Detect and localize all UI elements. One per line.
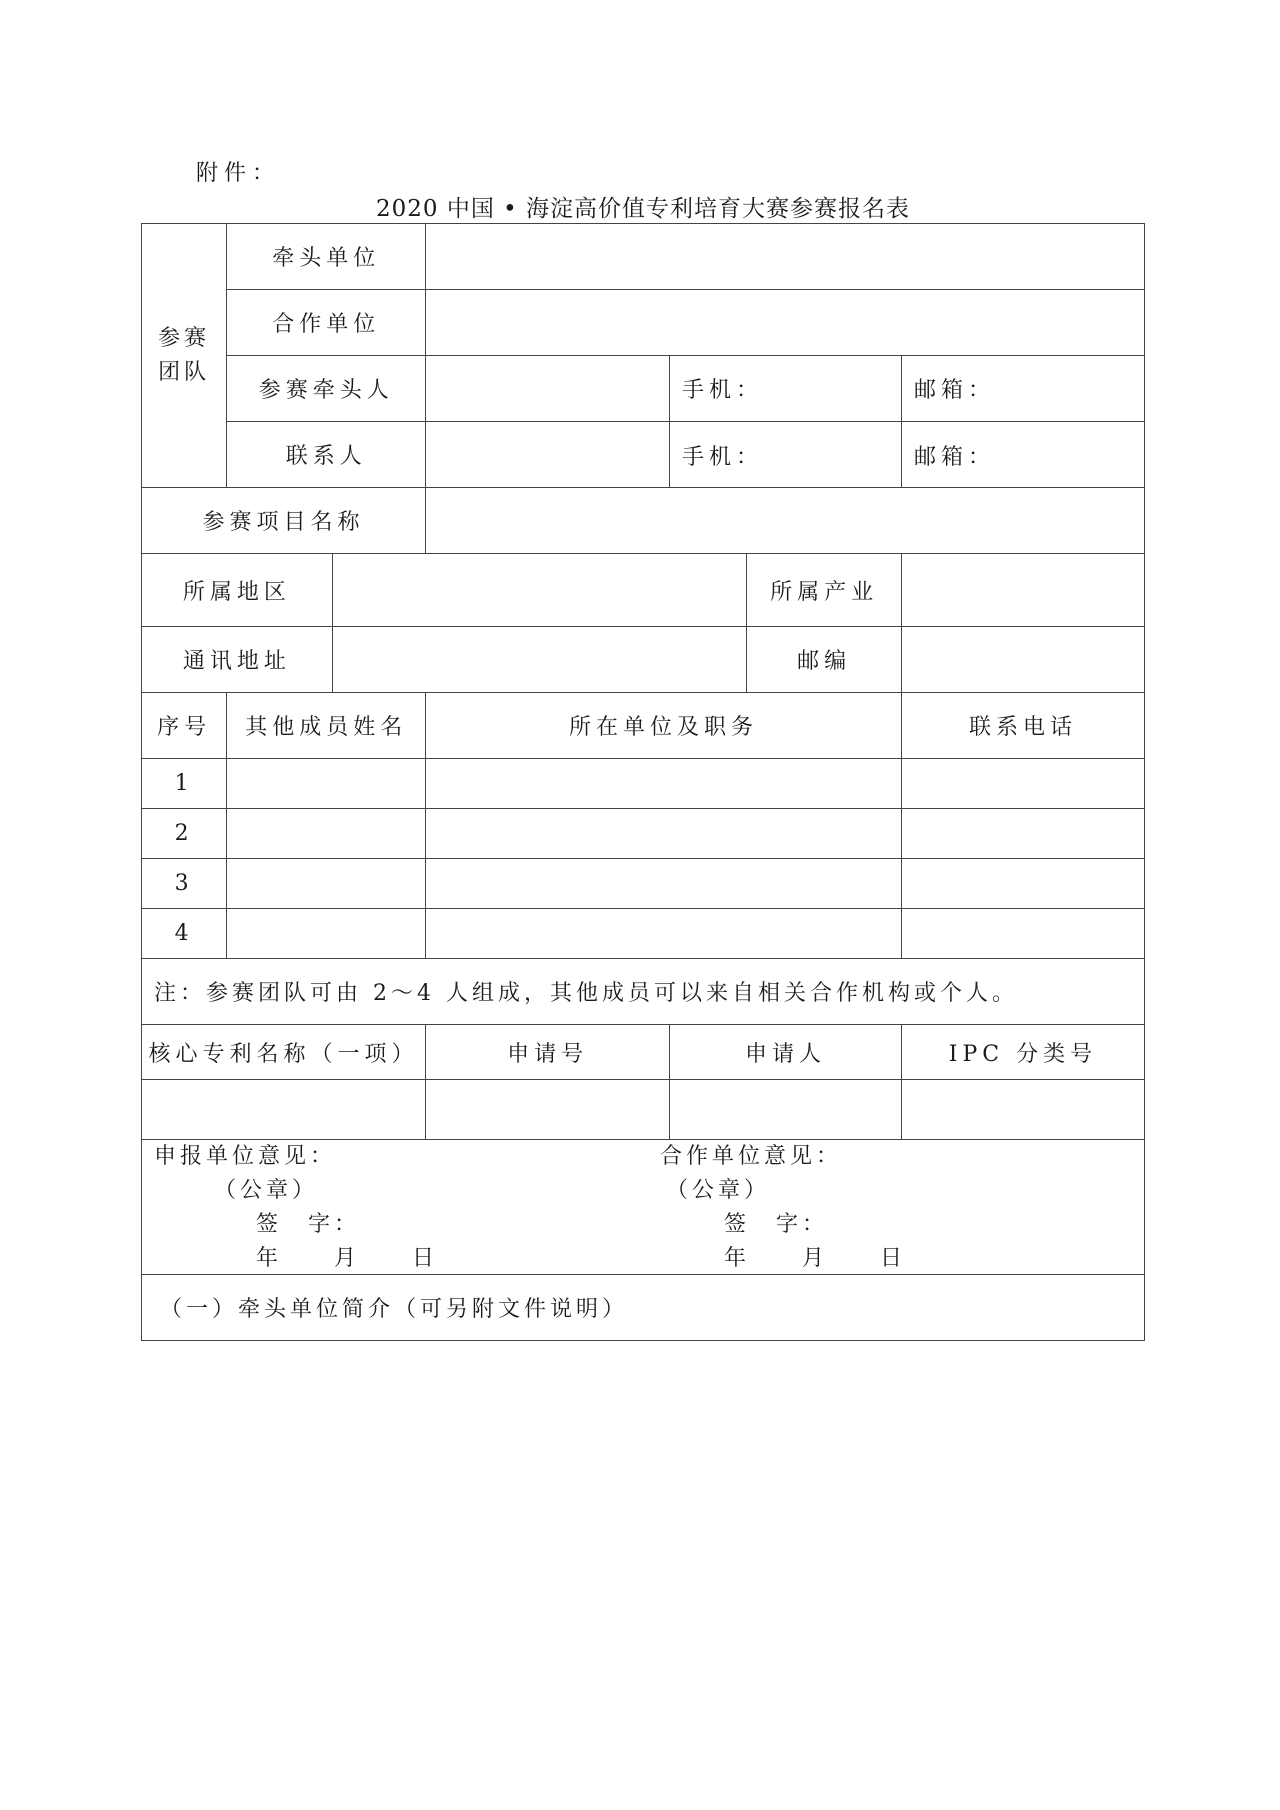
partner-unit-row bbox=[142, 290, 1145, 356]
member-unit-field[interactable] bbox=[426, 759, 902, 809]
member-unit-field[interactable] bbox=[426, 859, 902, 909]
member-name-field[interactable] bbox=[227, 859, 426, 909]
leader-row bbox=[142, 356, 1145, 422]
member-name-field[interactable] bbox=[227, 759, 426, 809]
applicant-sign: 签 字： bbox=[256, 1212, 361, 1237]
opinion-row bbox=[142, 1140, 1145, 1275]
partner-unit-field[interactable] bbox=[426, 290, 1145, 356]
column-header-core-patent: 核心专利名称（一项） bbox=[142, 1025, 426, 1080]
member-row bbox=[142, 909, 1145, 959]
member-name-field[interactable] bbox=[227, 909, 426, 959]
project-name-row bbox=[142, 488, 1145, 554]
member-index: 3 bbox=[142, 859, 227, 909]
contact-row bbox=[142, 422, 1145, 488]
column-header-member-name: 其他成员姓名 bbox=[227, 693, 426, 759]
industry-field[interactable] bbox=[901, 554, 1144, 627]
member-index: 4 bbox=[142, 909, 227, 959]
member-phone-field[interactable] bbox=[901, 859, 1144, 909]
region-label: 所属地区 bbox=[142, 554, 333, 627]
member-row bbox=[142, 859, 1145, 909]
member-index: 1 bbox=[142, 759, 227, 809]
core-patent-field[interactable] bbox=[142, 1080, 426, 1140]
column-header-phone: 联系电话 bbox=[901, 693, 1144, 759]
contact-label: 联系人 bbox=[227, 422, 426, 488]
lead-unit-field[interactable] bbox=[426, 224, 1145, 290]
applicant-opinion bbox=[154, 1140, 438, 1276]
patent-header-row bbox=[142, 1025, 1145, 1080]
partner-opinion bbox=[660, 1140, 906, 1276]
contact-name-field[interactable] bbox=[426, 422, 670, 488]
member-phone-field[interactable] bbox=[901, 909, 1144, 959]
applicant-opinion-title: 申报单位意见： bbox=[154, 1144, 337, 1169]
address-row bbox=[142, 627, 1145, 693]
partner-sign: 签 字： bbox=[724, 1212, 829, 1237]
applicant-seal: （公章） bbox=[214, 1178, 319, 1203]
lead-unit-row bbox=[142, 224, 1145, 290]
ipc-field[interactable] bbox=[901, 1080, 1144, 1140]
leader-phone-field[interactable]: 手机： bbox=[670, 356, 902, 422]
applicant-date: 年 月 日 bbox=[256, 1246, 439, 1271]
member-unit-field[interactable] bbox=[426, 809, 902, 859]
lead-unit-intro[interactable]: （一）牵头单位简介（可另附文件说明） bbox=[142, 1275, 1145, 1341]
partner-date: 年 月 日 bbox=[724, 1246, 907, 1271]
lead-unit-label: 牵头单位 bbox=[227, 224, 426, 290]
address-field[interactable] bbox=[332, 627, 747, 693]
form-title: 2020 中国 • 海淀高价值专利培育大赛参赛报名表 bbox=[375, 196, 911, 222]
members-header-row bbox=[142, 693, 1145, 759]
intro-row bbox=[142, 1275, 1145, 1341]
contact-phone-field[interactable]: 手机： bbox=[670, 422, 902, 488]
application-number-field[interactable] bbox=[426, 1080, 670, 1140]
member-row bbox=[142, 759, 1145, 809]
postcode-field[interactable] bbox=[901, 627, 1144, 693]
team-section-label: 参赛团队 bbox=[142, 224, 227, 488]
leader-email-field[interactable]: 邮箱： bbox=[901, 356, 1144, 422]
column-header-index: 序号 bbox=[142, 693, 227, 759]
column-header-application-number: 申请号 bbox=[426, 1025, 670, 1080]
leader-name-field[interactable] bbox=[426, 356, 670, 422]
attachment-label: 附件： bbox=[196, 161, 281, 186]
postcode-label: 邮编 bbox=[747, 627, 902, 693]
registration-form-table bbox=[141, 223, 1145, 1341]
patent-row bbox=[142, 1080, 1145, 1140]
column-header-applicant: 申请人 bbox=[670, 1025, 902, 1080]
project-name-field[interactable] bbox=[426, 488, 1145, 554]
leader-label: 参赛牵头人 bbox=[227, 356, 426, 422]
team-size-note: 注：参赛团队可由 2～4 人组成，其他成员可以来自相关合作机构或个人。 bbox=[142, 959, 1145, 1025]
column-header-unit-position: 所在单位及职务 bbox=[426, 693, 902, 759]
partner-seal: （公章） bbox=[666, 1178, 771, 1203]
address-label: 通讯地址 bbox=[142, 627, 333, 693]
member-unit-field[interactable] bbox=[426, 909, 902, 959]
region-row bbox=[142, 554, 1145, 627]
region-field[interactable] bbox=[332, 554, 747, 627]
opinion-cell bbox=[142, 1140, 1145, 1275]
member-phone-field[interactable] bbox=[901, 759, 1144, 809]
member-name-field[interactable] bbox=[227, 809, 426, 859]
member-index: 2 bbox=[142, 809, 227, 859]
column-header-ipc: IPC 分类号 bbox=[901, 1025, 1144, 1080]
member-phone-field[interactable] bbox=[901, 809, 1144, 859]
partner-opinion-title: 合作单位意见： bbox=[660, 1144, 843, 1169]
note-row bbox=[142, 959, 1145, 1025]
industry-label: 所属产业 bbox=[747, 554, 902, 627]
applicant-field[interactable] bbox=[670, 1080, 902, 1140]
partner-unit-label: 合作单位 bbox=[227, 290, 426, 356]
project-name-label: 参赛项目名称 bbox=[142, 488, 426, 554]
member-row bbox=[142, 809, 1145, 859]
contact-email-field[interactable]: 邮箱： bbox=[901, 422, 1144, 488]
